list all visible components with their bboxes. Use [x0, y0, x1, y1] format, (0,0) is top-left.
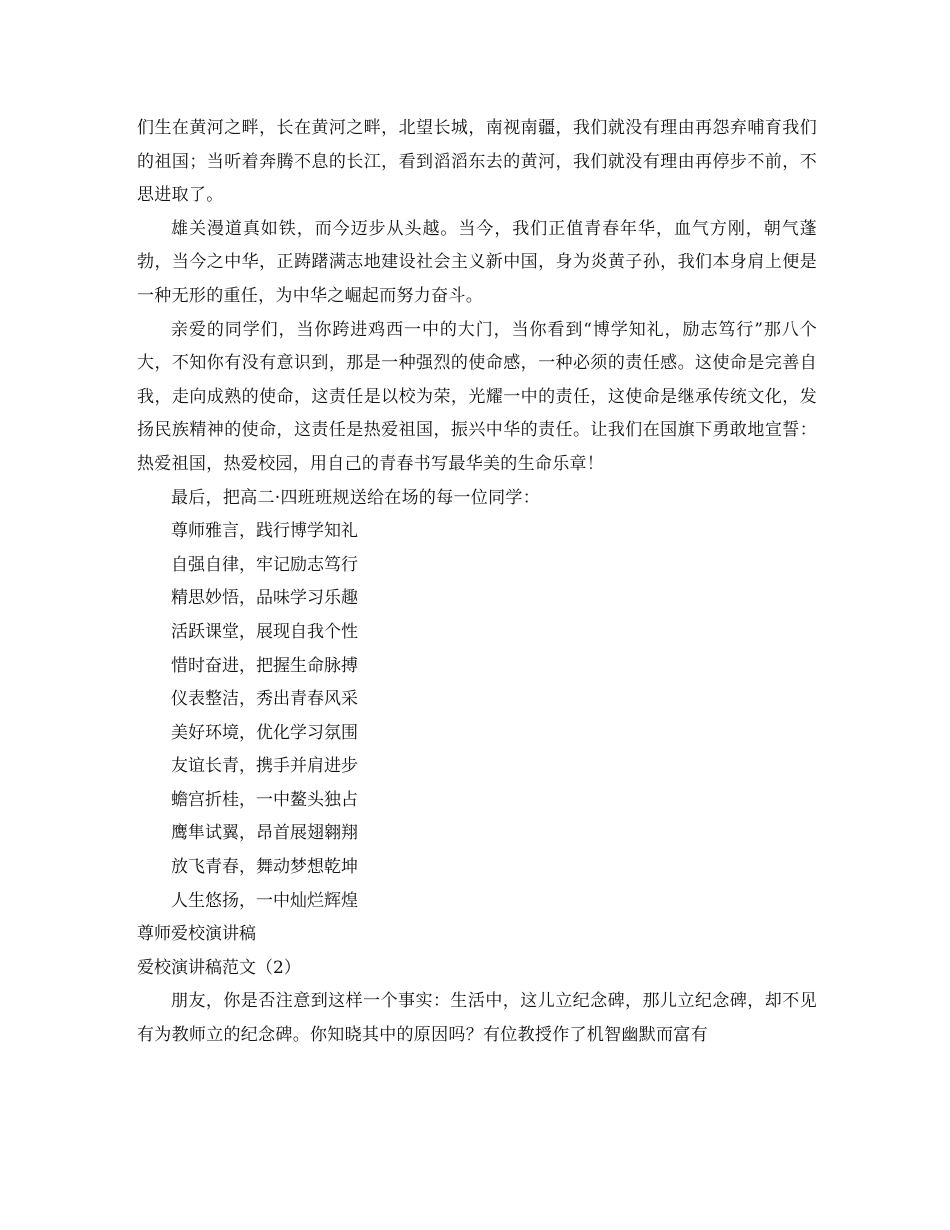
paragraph: 雄关漫道真如铁，而今迈步从头越。当今，我们正值青春年华，血气方刚，朝气蓬勃，当今之中华，正踌躇满志地建设社会主义新中国，身为炎黄子孙，我们本身肩上便是一种无形的重任，为中华之崛起而努力奋斗。 [137, 218, 817, 306]
verse-line: 仪表整洁，秀出青春风采 [171, 689, 358, 710]
section-heading: 爱校演讲稿范文（2） [137, 957, 301, 978]
section-heading: 尊师爱校演讲稿 [137, 924, 256, 945]
paragraph: 朋友，你是否注意到这样一个事实：生活中，这儿立纪念碑，那儿立纪念碑，却不见有为教师立的纪念碑。你知晓其中的原因吗？有位教授作了机智幽默而富有 [137, 991, 817, 1046]
verse-line: 友谊长青，携手并肩进步 [171, 756, 358, 777]
document-body [137, 112, 817, 1053]
paragraph: 最后，把高二·四班班规送给在场的每一位同学： [171, 487, 541, 508]
verse-line: 美好环境，优化学习氛围 [171, 722, 358, 743]
verse-line: 鹰隼试翼，昂首展翅翱翔 [171, 823, 358, 844]
verse-line: 尊师雅言，践行博学知礼 [171, 521, 358, 542]
verse-line: 精思妙悟，品味学习乐趣 [171, 588, 358, 609]
verse-line: 放飞青春，舞动梦想乾坤 [171, 857, 358, 878]
verse-line: 人生悠扬，一中灿烂辉煌 [171, 890, 358, 911]
verse-line: 活跃课堂，展现自我个性 [171, 621, 358, 642]
paragraph: 亲爱的同学们，当你跨进鸡西一中的大门，当你看到“博学知礼，励志笃行”那八个大，不知你有没有意识到，那是一种强烈的使命感，一种必须的责任感。这使命是完善自我，走向成熟的使命，这责任是以校为荣，光耀一中的责任，这使命是继承传统文化，发扬民族精神的使命，这责任是热爱祖国，振兴中华的责任。让我们在国旗下勇敢地宣誓：热爱祖国，热爱校园，用自己的青春书写最华美的生命乐章！ [137, 319, 817, 474]
paragraph-continuation: 们生在黄河之畔，长在黄河之畔，北望长城，南视南疆，我们就没有理由再怨弃哺育我们的祖国；当听着奔腾不息的长江，看到滔滔东去的黄河，我们就没有理由再停步不前，不思进取了。 [137, 118, 817, 206]
verse-line: 惜时奋进，把握生命脉搏 [171, 655, 358, 676]
verse-line: 自强自律，牢记励志笃行 [171, 554, 358, 575]
verse-line: 蟾宫折桂，一中鳌头独占 [171, 789, 358, 810]
